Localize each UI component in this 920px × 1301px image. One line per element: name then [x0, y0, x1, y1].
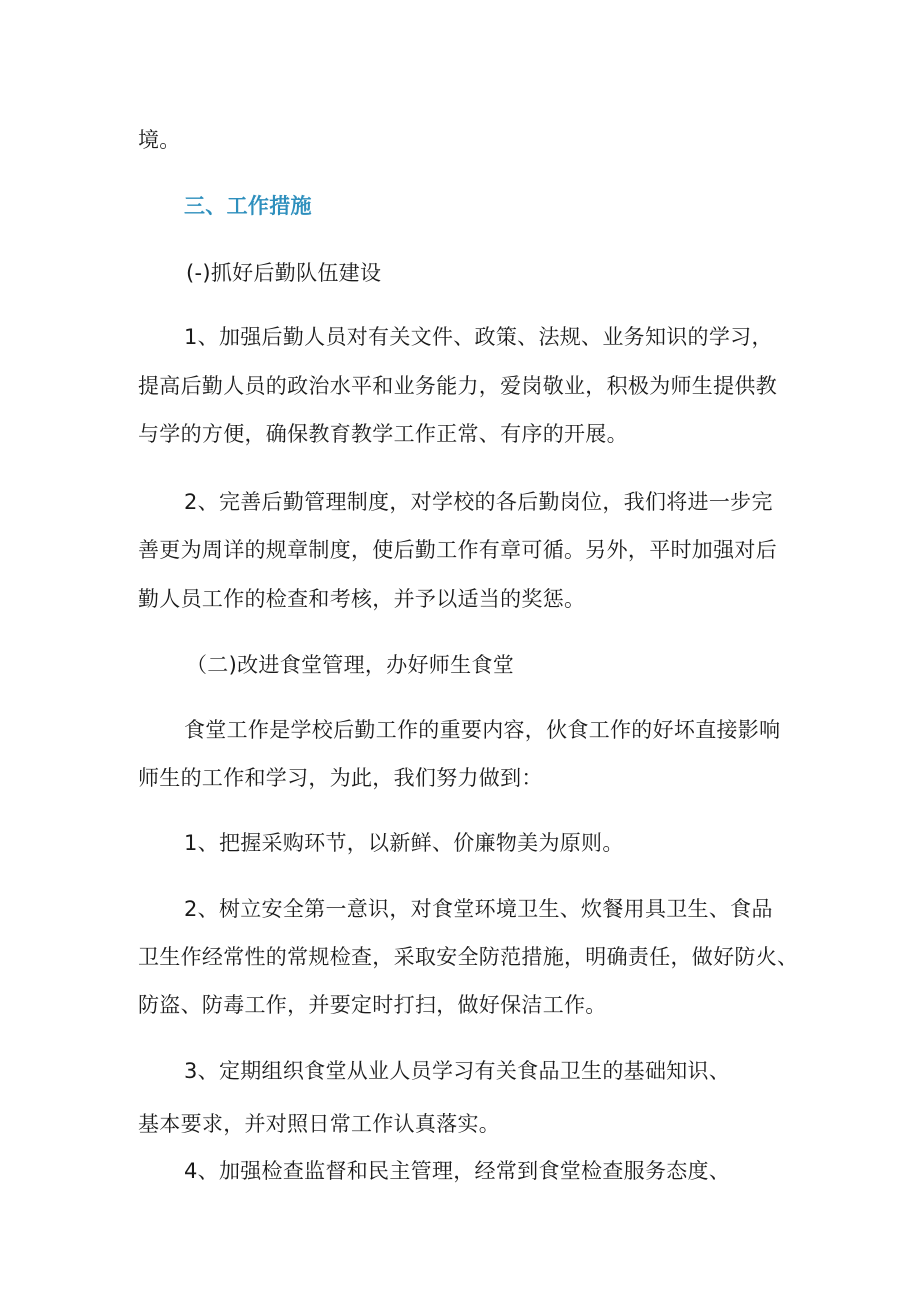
paragraph-line: 2、完善后勤管理制度，对学校的各后勤岗位，我们将进一步完 — [184, 490, 773, 514]
paragraph-line: 4、加强检查监督和民主管理，经常到食堂检查服务态度、 — [184, 1159, 731, 1183]
paragraph-line: 卫生作经常性的常规检查，采取安全防范措施，明确责任，做好防火、 — [138, 945, 799, 969]
paragraph-line: 勤人员工作的检查和考核，并予以适当的奖惩。 — [138, 587, 586, 611]
paragraph-line: 提高后勤人员的政治水平和业务能力，爱岗敬业，积极为师生提供教 — [138, 374, 777, 398]
paragraph-tail: 境。 — [138, 128, 181, 152]
paragraph-line: 1、把握采购环节，以新鲜、价廉物美为原则。 — [184, 831, 624, 855]
subsection-heading: (-)抓好后勤队伍建设 — [186, 261, 382, 285]
subsection-heading: （二)改进食堂管理，办好师生食堂 — [186, 653, 514, 677]
paragraph-line: 防盗、防毒工作，并要定时打扫，做好保洁工作。 — [138, 993, 607, 1017]
paragraph-line: 与学的方便，确保教育教学工作正常、有序的开展。 — [138, 422, 628, 446]
paragraph-line: 师生的工作和学习，为此，我们努力做到： — [138, 766, 543, 790]
paragraph-line: 1、加强后勤人员对有关文件、政策、法规、业务知识的学习， — [184, 325, 773, 349]
paragraph-line: 2、树立安全第一意识，对食堂环境卫生、炊餐用具卫生、食品 — [184, 897, 773, 921]
paragraph-line: 食堂工作是学校后勤工作的重要内容，伙食工作的好坏直接影响 — [184, 718, 781, 742]
paragraph-line: 3、定期组织食堂从业人员学习有关食品卫生的基础知识、 — [184, 1059, 731, 1083]
paragraph-line: 基本要求，并对照日常工作认真落实。 — [138, 1112, 501, 1136]
section-heading: 三、工作措施 — [184, 194, 312, 218]
paragraph-line: 善更为周详的规章制度，使后勤工作有章可循。另外，平时加强对后 — [138, 538, 777, 562]
